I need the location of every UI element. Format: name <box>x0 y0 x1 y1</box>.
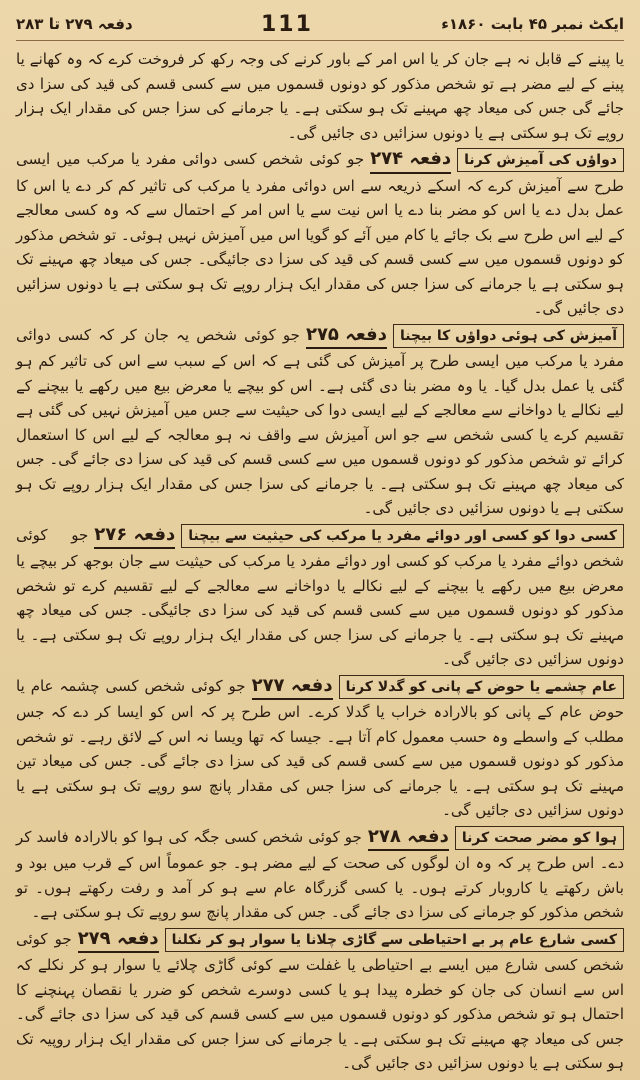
section-number <box>252 674 333 701</box>
header-section-range: دفعہ ۲۷۹ تا ۲۸۳ <box>16 15 133 33</box>
section-number <box>368 825 449 852</box>
section-heading: ہوا کو مضر صحت کرنا <box>455 826 624 850</box>
dafa-number: ۲۷۸ <box>367 825 401 847</box>
section-text: جو کوئی شخص دوائے مفرد یا مرکب کو کسی اور دوائے مفرد یا مرکب کی حیثیت سے جان بوجھ کر بیچے یا معرض بیع میں رکھے یا بیچنے کے لیے نکالے یا دواخانے سے معالجے کے لیے تقسیم کرے تو شخص مذکور کو دونوں قسموں میں سے کسی قسم کی قید کی سزا دی جائیگی۔ جس کی میعاد چھ مہینے تک ہو سکتی ہے۔ یا جرمانے کی سزا جس کی مقدار ایک ہزار روپے تک ہو سکتی ہے۔ یا دونوں سزائیں دی جائیں گی۔ <box>16 525 624 668</box>
section-heading: آمیزش کی ہوئی دواؤں کا بیچنا <box>393 324 624 348</box>
page-body <box>16 47 624 1076</box>
section-text: جو کوئی شخص کسی شارع میں ایسے بے احتیاطی یا غفلت سے کوئی گاڑی چلائے یا سوار ہو کر نکلے کہ اس سے انسان کی جان کو خطرہ پیدا ہو یا کسی دوسرے شخص کو ضرر یا نقصان پہنچنے کا احتمال ہو تو شخص مذکور کو دونوں قسموں میں سے کسی قسم کی قید کی سزا دی جائے گی۔ جس کی میعاد چھ مہینے تک ہو سکتی ہے۔ یا جرمانے کی سزا جس کی مقدار ایک ہزار روپیہ تک ہو سکتی ہے یا دونوں سزائیں دی جائیں گی۔ <box>16 929 624 1072</box>
dafa-number: ۲۷۶ <box>94 523 128 545</box>
dafa-label: دفعہ <box>409 148 452 169</box>
section-278 <box>16 825 624 925</box>
section-heading: عام چشمے یا حوض کے پانی کو گدلا کرنا <box>339 675 624 699</box>
page-header <box>16 8 624 41</box>
section-number <box>94 523 175 550</box>
section-275 <box>16 323 624 521</box>
section-heading: دواؤں کی آمیزش کرنا <box>457 148 624 172</box>
section-heading: کسی شارع عام پر بے احتیاطی سے گاڑی چلانا یا سوار ہو کر نکلنا <box>165 928 624 952</box>
dafa-label: دفعہ <box>116 927 159 949</box>
section-274 <box>16 147 624 321</box>
page-number: 111 <box>260 11 313 37</box>
section-text: جو کوئی شخص کسی چشمہ عام یا حوض عام کے پانی کو بالارادہ خراب یا گدلا کرے۔ اس طرح پر کہ اس کو ایسا کر دے کہ جس مطلب کے واسطے وہ حسب معمول کام آتا ہے۔ جیسا کہ تھا ویسا نہ اس کے لائق رہے۔ تو شخص مذکور کو دونوں قسموں میں سے کسی قسم کی قید کی سزا دی جائے گی۔ جس کی میعاد تین مہینے تک ہو سکتی ہے۔ یا جرمانے کی سزا جس کی مقدار پانچ سو روپے تک ہو سکتی ہے یا دونوں سزائیں دی جائیں گی۔ <box>16 676 624 819</box>
header-act-title: ایکٹ نمبر ۴۵ بابت ۱۸۶۰ء <box>441 15 624 33</box>
section-number <box>78 927 159 954</box>
intro-paragraph: یا پینے کے قابل نہ ہے جان کر یا اس امر کے باور کرنے کی وجہ رکھ کر فروخت کرے کہ وہ کھانے یا پینے کے لیے مضر ہے تو شخص مذکور کو دونوں قسموں میں سے کسی قسم کی قید کی سزا دی جائے گی جس کی میعاد چھ مہینے تک ہو سکتی ہے۔ یا جرمانے کی سزا جس کی مقدار ایک ہزار روپے تک ہو سکتی ہے یا دونوں سزائیں دی جائیں گی۔ <box>16 50 624 142</box>
section-text: جو کوئی شخص کسی جگہ کی ہوا کو بالارادہ فاسد کر دے۔ اس طرح پر کہ وہ ان لوگوں کی صحت کے لیے مضر ہو۔ جو عموماً اس کے قرب میں بود و باش رکھتے یا کاروبار کرتے ہوں۔ یا کسی گزرگاہ عام سے ہو کر آمد و رفت رکھتے ہوں۔ تو شخص مذکور کو جرمانے کی سزا دی جائے گی۔ جس کی مقدار پانچ سو روپے تک ہو سکتی ہے۔ <box>16 827 624 921</box>
dafa-number: ۲۷۹ <box>77 927 111 949</box>
section-276 <box>16 523 624 672</box>
section-text: جو کوئی شخص کسی دوائی مفرد یا مرکب میں ایسی طرح سے آمیزش کرے کہ اسکے ذریعہ سے اس دوائی مفرد یا مرکب کی تاثیر کم کر دے یا اس کا عمل بدل دے یا اس کو مضر بنا دے یا اس نیت سے یا اس امر کے احتمال سے کہ وہ کسی معالجے کے لیے اس طرح سے بک جائے یا کام میں آئے کو گویا اس میں آمیزش نہیں ہوئی۔ تو شخص مذکور کو دونوں قسموں میں سے کسی قسم کی قید کی سزا دی جائیگی۔ جس کی میعاد چھ مہینے تک ہو سکتی ہے یا جرمانے کی سزا جس کی مقدار ایک ہزار روپے تک ہو سکتی ہے یا دونوں سزائیں دی جائیں گی۔ <box>16 150 624 317</box>
dafa-number: ۲۷۵ <box>305 323 339 345</box>
section-number <box>370 147 451 174</box>
section-279 <box>16 927 624 1076</box>
dafa-number: ۲۷۴ <box>370 148 404 169</box>
section-text: جو کوئی شخص یہ جان کر کہ کسی دوائی مفرد یا مرکب میں ایسی طرح پر آمیزش کی گئی ہے کہ اس کے سبب سے اس کی تاثیر کم ہو گئی یا عمل بدل گیا۔ یا وہ مضر بنا دی گئی ہے۔ اس کو بیچے یا معرض بیع میں رکھے یا بیچنے کے لیے نکالے یا دواخانے سے معالجے کے لیے ایسی دوا کی حیثیت سے جس میں آمیزش نہیں کی گئی ہے تقسیم کرے یا کسی شخص سے جو اس آمیزش سے واقف نہ ہو معالجہ کے لیے اس کا استعمال کرائے تو شخص مذکور کو دونوں قسموں میں سے کسی قسم کی قید کی سزا دی جائے گی۔ جس کی میعاد چھ مہینے تک ہو سکتی ہے۔ یا جرمانے کی سزا جس کی مقدار ایک ہزار روپے تک ہو سکتی ہے یا دونوں سزائیں دی جائیں گی۔ <box>16 325 624 517</box>
section-number <box>306 323 387 350</box>
dafa-label: دفعہ <box>407 825 449 847</box>
section-277 <box>16 674 624 823</box>
section-heading: کسی دوا کو کسی اور دوائے مفرد یا مرکب کی حیثیت سے بیچنا <box>181 524 624 548</box>
dafa-number: ۲۷۷ <box>251 674 285 696</box>
dafa-label: دفعہ <box>290 674 333 696</box>
dafa-label: دفعہ <box>133 523 176 545</box>
dafa-label: دفعہ <box>345 323 387 345</box>
